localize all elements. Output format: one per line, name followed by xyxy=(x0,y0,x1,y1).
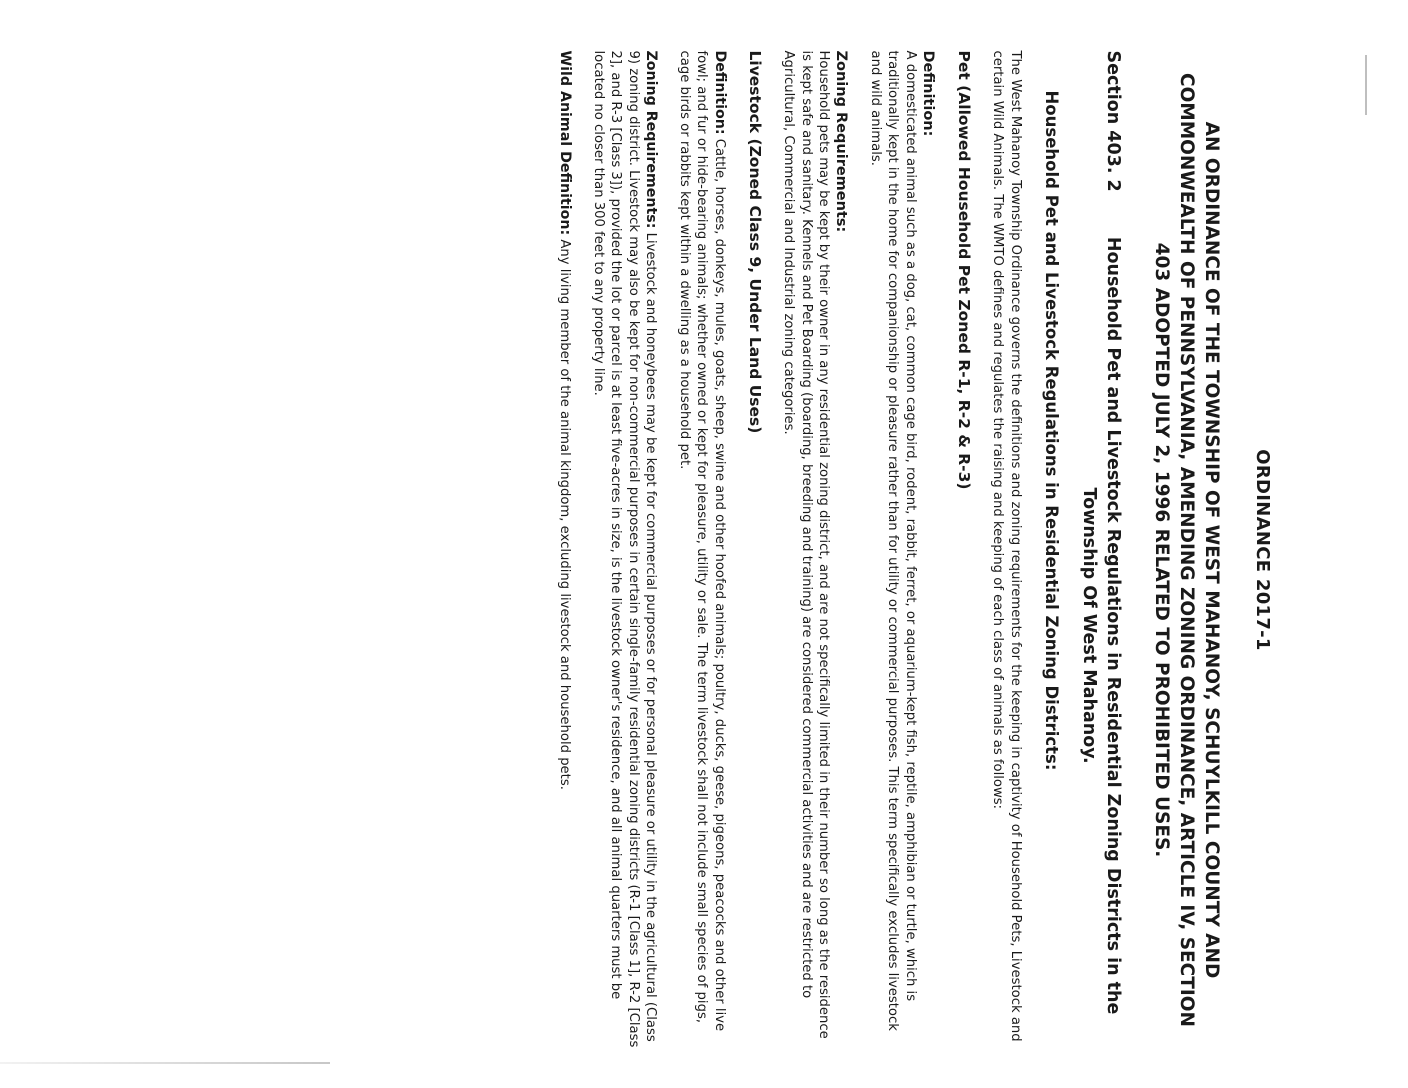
wild-animal-label: Wild Animal Definition: xyxy=(557,50,574,236)
wild-animal-text: Any living member of the animal kingdom, excluding livestock and household pets. xyxy=(557,239,573,790)
livestock-zoning xyxy=(590,51,660,1050)
section-number: Section 403. 2 xyxy=(1103,50,1123,192)
ordinance-main-title: AN ORDINANCE OF THE TOWNSHIP OF WEST MAHANOY, SCHUYLKILL COUNTY AND COMMONWEALTH OF PENNSYLVANIA, AMENDING ZONING ORDINANCE, ARTICLE IV, SECTION 403 ADOPTED JULY 2, 1996 RELATED TO PROHIBITED USES. xyxy=(1151,73,1222,1027)
livestock-heading: Livestock (Zoned Class 9, Under Land Uses) xyxy=(746,50,764,434)
pet-definition-label: Definition: xyxy=(920,50,936,137)
regulations-subheading: Household Pet and Livestock Regulations in Residential Zoning Districts: xyxy=(1042,90,1061,771)
wild-animal-definition xyxy=(556,51,574,1050)
livestock-definition-label: Definition: xyxy=(712,50,728,135)
pet-zoning-text: Household pets may be kept by their owner in any residential zoning district, and are not specifically limited in their number so long as the residence is kept safe and sanitary. Kennels and Pet Boarding (boarding, breeding and training) are considered commercial activities and are restricted to Agricultural, Commercial and Industrial zoning categories. xyxy=(781,50,832,1039)
scan-artifact-mark xyxy=(1365,55,1367,115)
section-heading xyxy=(1077,51,1125,1050)
ordinance-number: ORDINANCE 2017-1 xyxy=(1252,449,1273,651)
livestock-zoning-text: Livestock and honeybees may be kept for commercial purposes or for personal pleasure or utility in the agricultural (Class 9) zoning district. Livestock may also be kept for non-commercial purposes in certain single-family residential zoning districts (R-1 [Class 1], R-2 [Class 2], and R-3 [Class 3]), provided the lot or parcel is at least five-acres in size, is the livestock owner's residence, and all animal quarters must be located no closer than 300 feet to any property line. xyxy=(591,50,659,1048)
livestock-definition-text: Cattle, horses, donkeys, mules, goats, sheep, swine and other hoofed animals; poultry, ducks, geese, pigeons, peacocks and other live fowl; and fur or hide-bearing animals; whether owned or kept for pleasure, utility or sale. The term livestock shall not include small species of pigs, cage birds or rabbits kept within a dwelling as a household pet. xyxy=(677,50,727,1032)
rotated-page xyxy=(129,43,1279,1058)
section-title: Household Pet and Livestock Regulations in Residential Zoning Districts in the Township Of West Mahanoy. xyxy=(1079,236,1123,1015)
pet-definition-text: A domesticated animal such as a dog, cat, common cage bird, rodent, rabbit, ferret, or aquarium-kept fish, reptile, amphibian or turtle, which is traditionally kept in the home for companionship or pleasure rather than for utility or commercial purposes. This term specifically excludes livestock and wild animals. xyxy=(868,50,918,1031)
livestock-zoning-label: Zoning Requirements: xyxy=(643,50,660,229)
pet-zoning-label: Zoning Requirements: xyxy=(833,50,850,233)
intro-paragraph: The West Mahanoy Township Ordinance governs the definitions and zoning requirements for the keeping in captivity of Household Pets, Livestock and certain Wild Animals. The WMTO defines and regulates the raising and keeping of each class of animals as follows: xyxy=(990,50,1023,1042)
pet-heading: Pet (Allowed Household Pet Zoned R-1, R-2 & R-3) xyxy=(955,50,973,490)
livestock-definition xyxy=(676,51,729,1050)
scan-artifact-line xyxy=(0,1062,330,1064)
